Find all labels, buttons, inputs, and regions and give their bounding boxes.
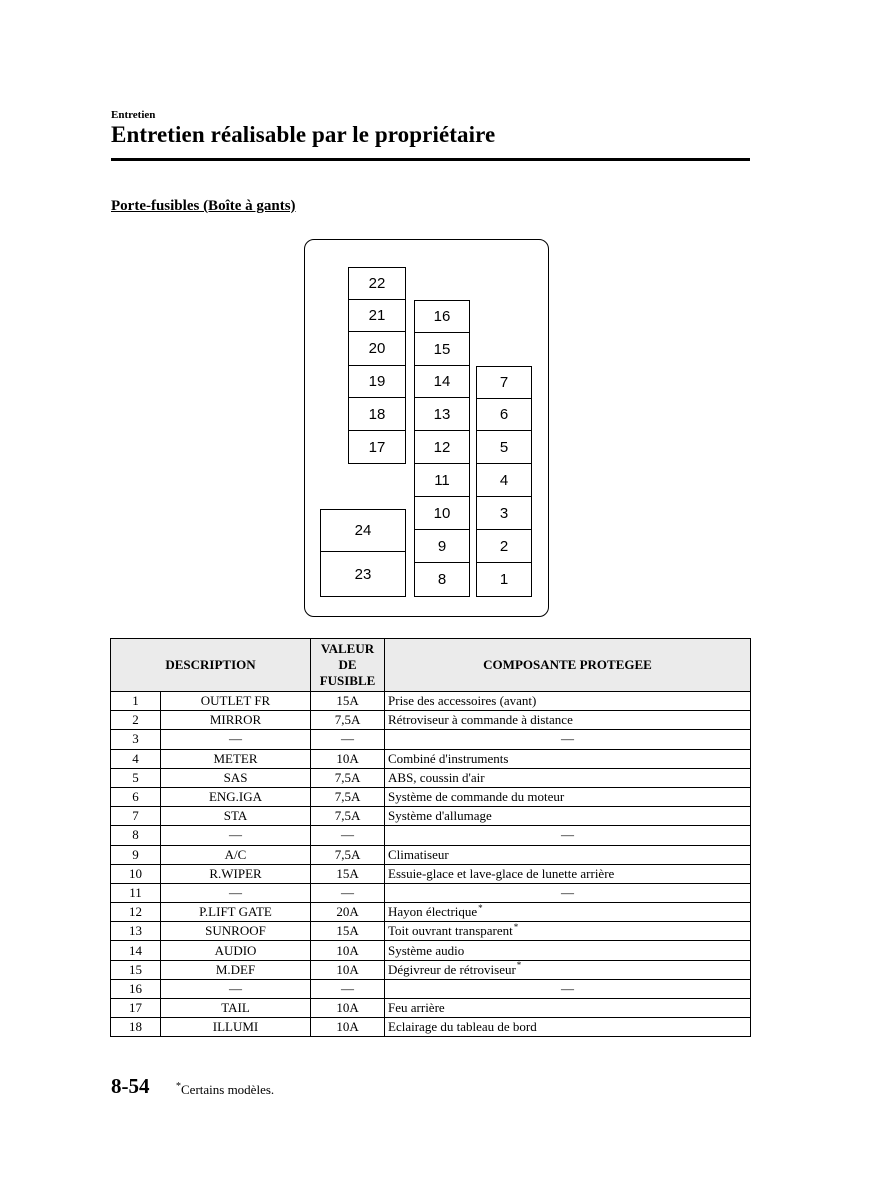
table-row	[111, 826, 751, 845]
fuse-slot: 12	[414, 430, 470, 464]
fuse-number: 15	[111, 960, 161, 979]
fuse-description: SAS	[161, 768, 311, 787]
fuse-slot: 3	[476, 496, 532, 530]
fuse-slot: 1	[476, 562, 532, 597]
footnote-marker: *	[513, 922, 519, 933]
fuse-number: 12	[111, 903, 161, 922]
fuse-slot-large: 24	[320, 509, 406, 552]
protected-component	[385, 787, 751, 806]
fuse-rating: —	[311, 979, 385, 998]
fuse-rating: 10A	[311, 999, 385, 1018]
fuse-slot: 4	[476, 463, 532, 497]
protected-component	[385, 692, 751, 711]
fuse-number: 11	[111, 883, 161, 902]
table-row	[111, 807, 751, 826]
fuse-rating: 7,5A	[311, 787, 385, 806]
protected-component	[385, 711, 751, 730]
table-row	[111, 1018, 751, 1037]
fuse-rating: 7,5A	[311, 807, 385, 826]
fuse-rating: —	[311, 826, 385, 845]
table-header-row	[111, 639, 751, 692]
fuse-slot: 9	[414, 529, 470, 563]
table-row	[111, 941, 751, 960]
page-number: 8-54	[111, 1074, 150, 1098]
fuse-number: 10	[111, 864, 161, 883]
protected-component	[385, 807, 751, 826]
header-value	[311, 639, 385, 692]
fuse-number: 13	[111, 922, 161, 941]
protected-component	[385, 826, 751, 845]
component-text: Système d'allumage	[388, 808, 492, 824]
fuse-slot: 10	[414, 496, 470, 530]
fuse-number: 17	[111, 999, 161, 1018]
protected-component	[385, 922, 751, 941]
fuse-rating: 10A	[311, 941, 385, 960]
protected-component	[385, 1018, 751, 1037]
fuse-slot-large: 23	[320, 551, 406, 597]
fuse-description: —	[161, 730, 311, 749]
fuse-rating: 10A	[311, 749, 385, 768]
component-text: Hayon électrique	[388, 904, 478, 920]
fuse-number: 9	[111, 845, 161, 864]
protected-component	[385, 979, 751, 998]
fuse-slot: 19	[348, 365, 406, 398]
fuse-slot: 17	[348, 430, 406, 464]
fuse-description: —	[161, 979, 311, 998]
header-description: DESCRIPTION	[111, 639, 311, 692]
fuse-rating: 15A	[311, 692, 385, 711]
component-text: —	[561, 980, 575, 996]
table-row	[111, 979, 751, 998]
footnote-marker: *	[478, 902, 483, 913]
component-text: Combiné d'instruments	[388, 750, 509, 766]
fuse-slot: 11	[414, 463, 470, 497]
fuse-number: 1	[111, 692, 161, 711]
fuse-rating: —	[311, 883, 385, 902]
header-component: COMPOSANTE PROTEGEE	[385, 639, 751, 692]
table-row	[111, 903, 751, 922]
fuse-slot: 7	[476, 366, 532, 399]
fuse-box-diagram	[304, 239, 549, 617]
table-row	[111, 845, 751, 864]
fuse-number: 3	[111, 730, 161, 749]
protected-component	[385, 883, 751, 902]
component-text: Système audio	[388, 942, 465, 958]
fuse-number: 5	[111, 768, 161, 787]
fuse-description: R.WIPER	[161, 864, 311, 883]
protected-component	[385, 845, 751, 864]
protected-component	[385, 730, 751, 749]
table-row	[111, 768, 751, 787]
fuse-description: P.LIFT GATE	[161, 903, 311, 922]
fuse-slot: 5	[476, 430, 532, 464]
component-text: Système de commande du moteur	[388, 789, 565, 805]
table-row	[111, 711, 751, 730]
fuse-slot: 22	[348, 267, 406, 300]
component-text: Toit ouvrant transparent	[388, 923, 513, 939]
fuse-description: M.DEF	[161, 960, 311, 979]
component-text: Feu arrière	[388, 1000, 445, 1016]
protected-component	[385, 864, 751, 883]
fuse-slot: 8	[414, 562, 470, 597]
title-rule	[111, 158, 750, 161]
table-row	[111, 883, 751, 902]
fuse-box-heading: Porte-fusibles (Boîte à gants)	[111, 198, 296, 214]
component-text: Eclairage du tableau de bord	[388, 1019, 537, 1035]
fuse-slot: 6	[476, 398, 532, 431]
fuse-slot: 2	[476, 529, 532, 563]
component-text: Climatiseur	[388, 846, 449, 862]
component-text: —	[561, 827, 575, 843]
fuse-description: —	[161, 826, 311, 845]
fuse-description: AUDIO	[161, 941, 311, 960]
header-value-line: DE	[338, 657, 357, 672]
component-text: Rétroviseur à commande à distance	[388, 712, 573, 728]
table-row	[111, 787, 751, 806]
fuse-number: 8	[111, 826, 161, 845]
fuse-rating: 15A	[311, 922, 385, 941]
fuse-rating: 7,5A	[311, 768, 385, 787]
component-text: —	[561, 884, 575, 900]
footnote-marker: *	[176, 1080, 181, 1092]
fuse-rating: 10A	[311, 1018, 385, 1037]
fuse-number: 2	[111, 711, 161, 730]
table-row	[111, 922, 751, 941]
component-text: —	[561, 731, 575, 747]
table-row	[111, 864, 751, 883]
fuse-number: 14	[111, 941, 161, 960]
component-text: Dégivreur de rétroviseur	[388, 961, 516, 977]
protected-component	[385, 903, 751, 922]
header-value-line: FUSIBLE	[319, 673, 376, 688]
fuse-table	[110, 638, 751, 1037]
fuse-slot: 14	[414, 365, 470, 398]
fuse-description: ENG.IGA	[161, 787, 311, 806]
fuse-slot: 15	[414, 332, 470, 366]
fuse-description: STA	[161, 807, 311, 826]
protected-component	[385, 941, 751, 960]
component-text: Prise des accessoires (avant)	[388, 693, 537, 709]
fuse-rating: 7,5A	[311, 711, 385, 730]
table-row	[111, 999, 751, 1018]
footnote-marker: *	[516, 960, 522, 971]
footnote	[175, 1082, 274, 1098]
page-title: Entretien réalisable par le propriétaire	[111, 122, 496, 147]
fuse-rating: 15A	[311, 864, 385, 883]
protected-component	[385, 960, 751, 979]
section-label: Entretien	[111, 109, 156, 121]
fuse-number: 7	[111, 807, 161, 826]
fuse-description: TAIL	[161, 999, 311, 1018]
fuse-number: 16	[111, 979, 161, 998]
fuse-number: 6	[111, 787, 161, 806]
protected-component	[385, 749, 751, 768]
fuse-description: ILLUMI	[161, 1018, 311, 1037]
fuse-description: A/C	[161, 845, 311, 864]
component-text: ABS, coussin d'air	[388, 769, 485, 785]
fuse-description: METER	[161, 749, 311, 768]
header-value-line: VALEUR	[320, 641, 375, 656]
fuse-number: 4	[111, 749, 161, 768]
fuse-slot: 16	[414, 300, 470, 333]
protected-component	[385, 999, 751, 1018]
fuse-slot: 18	[348, 397, 406, 431]
fuse-slot: 13	[414, 397, 470, 431]
fuse-description: SUNROOF	[161, 922, 311, 941]
fuse-slot: 21	[348, 299, 406, 332]
protected-component	[385, 768, 751, 787]
fuse-rating: 10A	[311, 960, 385, 979]
fuse-rating: 20A	[311, 903, 385, 922]
footnote-text: Certains modèles.	[181, 1082, 275, 1097]
fuse-description: MIRROR	[161, 711, 311, 730]
table-row	[111, 692, 751, 711]
component-text: Essuie-glace et lave-glace de lunette arrière	[388, 865, 615, 881]
table-row	[111, 749, 751, 768]
fuse-number: 18	[111, 1018, 161, 1037]
fuse-description: —	[161, 883, 311, 902]
fuse-description: OUTLET FR	[161, 692, 311, 711]
table-row	[111, 960, 751, 979]
fuse-slot: 20	[348, 331, 406, 366]
fuse-rating: 7,5A	[311, 845, 385, 864]
table-row	[111, 730, 751, 749]
fuse-rating: —	[311, 730, 385, 749]
